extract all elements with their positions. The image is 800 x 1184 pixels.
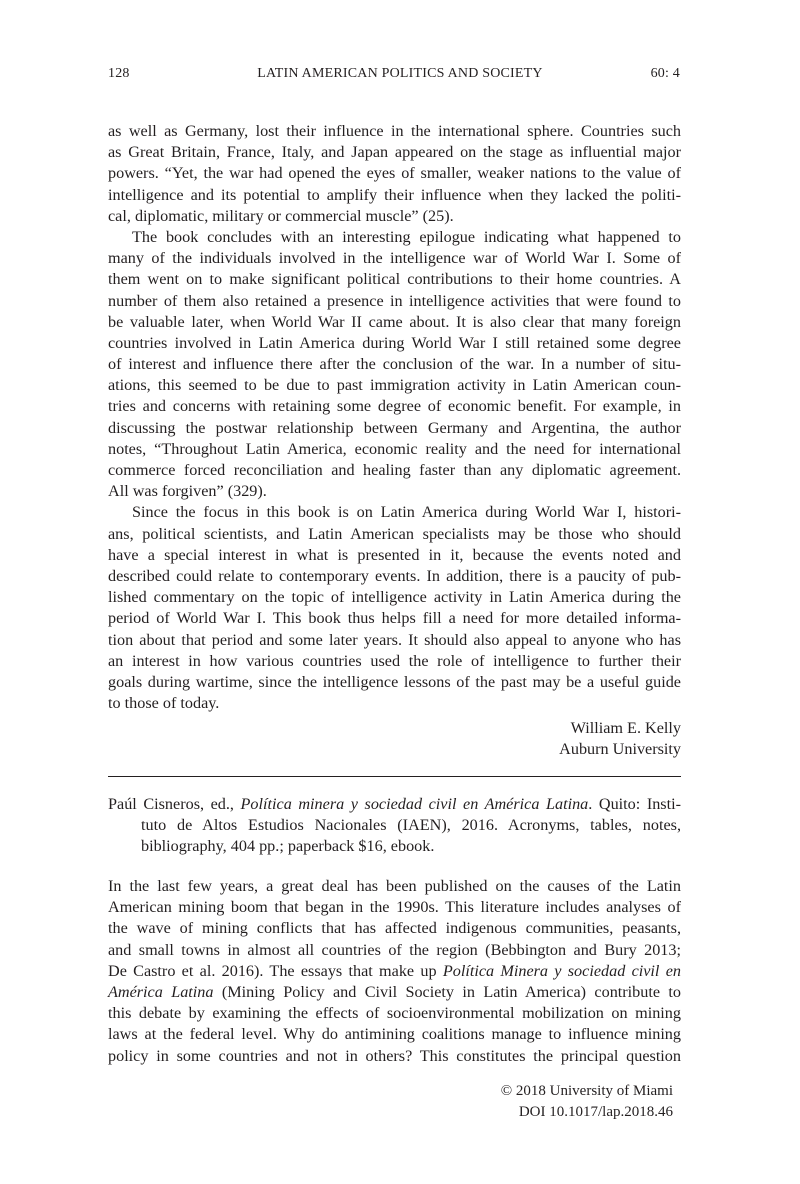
italic-title: Política minera y sociedad civil en América Latina bbox=[240, 795, 589, 813]
running-head: LATIN AMERICAN POLITICS AND SOCIETY bbox=[257, 66, 543, 81]
text-span: (Mining Policy and Civil Society in Latin America) contribute to bbox=[213, 982, 681, 1001]
text-line bbox=[108, 815, 681, 836]
text-line: many of the individuals involved in the intelligence war of World War I. Some of bbox=[108, 249, 681, 268]
text-line: discussing the postwar relationship between Germany and Argentina, the author bbox=[108, 418, 681, 437]
text-line: of interest and influence there after the conclusion of the war. In a number of situ- bbox=[108, 355, 681, 374]
text-line: an interest in how various countries used the role of intelligence to further their bbox=[108, 651, 681, 670]
text-span: policy in some countries and not in others? This constitutes the principal question bbox=[108, 1046, 681, 1065]
text-line bbox=[108, 836, 681, 857]
text-span: De Castro et al. 2016). The essays that make up bbox=[108, 961, 443, 980]
text-line: number of them also retained a presence in intelligence activities that were found to bbox=[108, 291, 681, 310]
book-citation bbox=[108, 794, 681, 858]
text-line: tion about that period and some later years. It should also appeal to anyone who has bbox=[108, 630, 681, 649]
text-line bbox=[108, 1003, 681, 1024]
text-line bbox=[108, 876, 681, 897]
text-line: notes, “Throughout Latin America, economic reality and the need for international bbox=[108, 439, 681, 458]
text-line bbox=[108, 918, 681, 939]
text-line: be valuable later, when World War II came about. It is also clear that many foreign bbox=[108, 312, 681, 331]
text-line: countries involved in Latin America during World War I still retained some degree bbox=[108, 333, 681, 352]
reviewer-name: William E. Kelly bbox=[570, 719, 681, 737]
text-line: powers. “Yet, the war had opened the eyes of smaller, weaker nations to the value of bbox=[108, 164, 681, 183]
text-line: All was forgiven” (329). bbox=[108, 482, 267, 501]
text-line: goals during wartime, since the intelligence lessons of the past may be a useful guide bbox=[108, 672, 681, 691]
reviewer-affiliation: Auburn University bbox=[559, 740, 681, 758]
volume-issue: 60: 4 bbox=[650, 66, 680, 81]
text-span: the wave of mining conflicts that has affected indigenous communities, peasants, bbox=[108, 919, 681, 938]
review-body bbox=[108, 121, 681, 714]
text-line: to those of today. bbox=[108, 694, 220, 713]
text-line: period of World War I. This book thus helps fill a need for more detailed informa- bbox=[108, 609, 681, 628]
text-span: tuto de Altos Estudios Nacionales (IAEN), 2016. Acronyms, tables, notes, bbox=[141, 816, 681, 835]
text-line bbox=[108, 982, 681, 1003]
page-number: 128 bbox=[108, 66, 130, 81]
text-line bbox=[108, 794, 681, 815]
text-span: this debate by examining the effects of socioenvironmental mobilization on mining bbox=[108, 1004, 681, 1023]
text-line: cal, diplomatic, military or commercial muscle” (25). bbox=[108, 206, 454, 225]
copyright: © 2018 University of Miami bbox=[500, 1083, 673, 1099]
text-span: . Quito: Insti- bbox=[588, 795, 681, 813]
review-paragraph bbox=[108, 876, 681, 1067]
italic-title: Política Minera y sociedad civil en bbox=[442, 961, 681, 980]
footer bbox=[501, 1081, 673, 1123]
text-line: ations, this seemed to be due to past immigration activity in Latin American coun- bbox=[108, 376, 681, 395]
text-line: them went on to make significant political contributions to their home countries. A bbox=[108, 270, 681, 289]
text-line: lished commentary on the topic of intelligence activity in Latin America during the bbox=[108, 588, 681, 607]
text-line: Since the focus in this book is on Latin America during World War I, histori- bbox=[132, 503, 681, 522]
text-line: as well as Germany, lost their influence in the international sphere. Countries such bbox=[108, 122, 681, 140]
text-span: Paúl Cisneros, ed., bbox=[108, 795, 241, 813]
text-line: intelligence and its potential to amplify their influence when they lacked the politi- bbox=[108, 185, 681, 204]
text-span: laws at the federal level. Why do antimining coalitions manage to influence mining bbox=[108, 1025, 681, 1044]
text-line: have a special interest in what is presented in it, because the events noted and bbox=[108, 545, 681, 564]
text-line bbox=[108, 1024, 681, 1045]
text-line bbox=[108, 1046, 681, 1067]
text-line: as Great Britain, France, Italy, and Japan appeared on the stage as influential major bbox=[108, 143, 681, 162]
text-span: American mining boom that began in the 1990s. This literature includes analyses of bbox=[108, 898, 681, 917]
text-span: and small towns in almost all countries of the region (Bebbington and Bury 2013; bbox=[108, 940, 681, 959]
doi: DOI 10.1017/lap.2018.46 bbox=[518, 1104, 673, 1120]
text-line: ans, political scientists, and Latin American specialists may be those who should bbox=[108, 524, 681, 543]
text-line bbox=[108, 940, 681, 961]
text-line: commerce forced reconciliation and healing faster than any diplomatic agreement. bbox=[108, 461, 681, 479]
text-line bbox=[108, 961, 681, 982]
text-span: In the last few years, a great deal has been published on the causes of the Latin bbox=[108, 877, 681, 895]
section-divider bbox=[108, 776, 681, 777]
text-line: tries and concerns with retaining some degree of economic benefit. For example, in bbox=[108, 397, 681, 416]
text-line: The book concludes with an interesting epilogue indicating what happened to bbox=[132, 227, 681, 246]
text-line bbox=[108, 897, 681, 918]
text-span: bibliography, 404 pp.; paperback $16, ebook. bbox=[141, 837, 435, 856]
italic-title: América Latina bbox=[108, 982, 214, 1001]
text-line: described could relate to contemporary events. In addition, there is a paucity of pub- bbox=[108, 566, 681, 585]
